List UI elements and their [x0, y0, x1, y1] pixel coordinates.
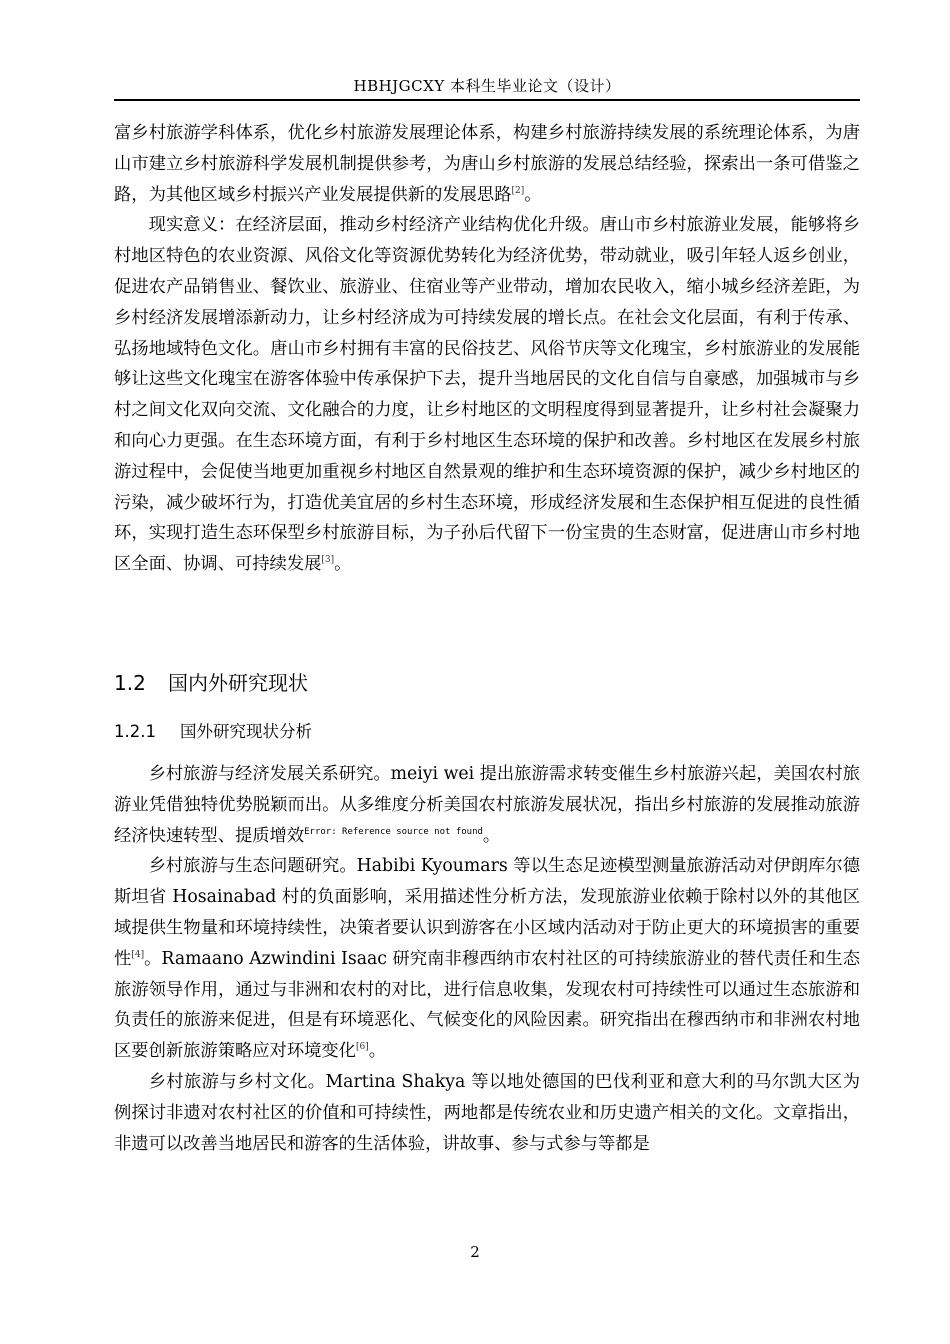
paragraph-text: 乡村旅游与生态问题研究。Habibi Kyoumars 等以生态足迹模型测量旅游活动对伊朗库尔德斯坦省 Hosainabad 村的负面影响，采用描述性分析方法，发现旅游业依赖于除村以外的其他区域提供生物量和环境持续性，决策者要认识到游客在小区域内活动对于防止更大的环境损害的重要性 [114, 856, 860, 969]
foreign-research-body [114, 759, 860, 1159]
subsection-number: 1.2.1 [114, 722, 156, 741]
paragraph-text: 乡村旅游与乡村文化。Martina Shakya 等以地处德国的巴伐利亚和意大利的马尔凯大区为例探讨非遗对农村社区的价值和可持续性，两地都是传统农业和历史遗产相关的文化。文章指出，非遗可以改善当地居民和游客的生活体验，讲故事、参与式参与等都是 [114, 1071, 860, 1154]
subsection-heading [114, 721, 312, 743]
running-header: HBHJGCXY 本科生毕业论文（设计） [353, 77, 621, 95]
citation[interactable]: [2] [511, 185, 525, 196]
paragraph-end: 。 [368, 1041, 386, 1062]
paragraph-text: 乡村旅游与经济发展关系研究。meiyi wei 提出旅游需求转变催生乡村旅游兴起，美国农村旅游业凭借独特优势脱颖而出。从多维度分析美国农村旅游发展状况，指出乡村旅游的发展推动旅游经济快速转型、提质增效 [114, 764, 860, 846]
paragraph-text: 。Ramaano Azwindini Isaac 研究南非穆西纳市农村社区的可持续旅游业的替代责任和生态旅游领导作用，通过与非洲和农村的对比，进行信息收集，发现农村可持续性可以通过生态旅游和负责任的旅游来促进，但是有环境恶化、气候变化的风险因素。研究指出在穆西纳市和非洲农村地区要创新旅游策略应对环境变化 [114, 948, 860, 1062]
section-number: 1.2 [114, 671, 146, 695]
citation[interactable]: [3] [321, 555, 335, 566]
paragraph-end: 。 [482, 825, 501, 846]
intro-body [114, 118, 860, 580]
paragraph-ecology [114, 851, 860, 1067]
paragraph-text: 富乡村旅游学科体系，优化乡村旅游发展理论体系，构建乡村旅游持续发展的系统理论体系，为唐山市建立乡村旅游科学发展机制提供参考，为唐山乡村旅游的发展总结经验，探索出一条可借鉴之路，为其他区域乡村振兴产业发展提供新的发展思路 [114, 123, 860, 205]
paragraph-economy [114, 759, 860, 851]
citation[interactable]: [4] [131, 950, 145, 961]
paragraph-culture [114, 1067, 860, 1159]
paragraph-end: 。 [524, 184, 542, 205]
citation[interactable]: [6] [355, 1042, 369, 1053]
paragraph-text: 现实意义：在经济层面，推动乡村经济产业结构优化升级。唐山市乡村旅游业发展，能够将乡村地区特色的农业资源、风俗文化等资源优势转化为经济优势，带动就业，吸引年轻人返乡创业，促进农产品销售业、餐饮业、旅游业、住宿业等产业带动，增加农民收入，缩小城乡经济差距，为乡村经济发展增添新动力，让乡村经济成为可持续发展的增长点。在社会文化层面，有利于传承、弘扬地域特色文化。唐山市乡村拥有丰富的民俗技艺、风俗节庆等文化瑰宝，乡村旅游业的发展能够让这些文化瑰宝在游客体验中传承保护下去，提升当地居民的文化自信与自豪感，加强城市与乡村之间文化双向交流、文化融合的力度，让乡村地区的文明程度得到显著提升，让乡村社会凝聚力和向心力更强。在生态环境方面，有利于乡村地区生态环境的保护和改善。乡村地区在发展乡村旅游过程中，会促使当地更加重视乡村地区自然景观的维护和生态环境资源的保护，减少乡村地区的污染，减少破坏行为，打造优美宜居的乡村生态环境，形成经济发展和生态保护相互促进的良性循环，实现打造生态环保型乡村旅游目标，为子孙后代留下一份宝贵的生态财富，促进唐山市乡村地区全面、协调、可持续发展 [114, 215, 860, 575]
paragraph-practical-significance [114, 210, 860, 580]
citation-error[interactable]: Error: Reference source not found [304, 826, 483, 837]
subsection-title: 国外研究现状分析 [180, 722, 312, 741]
paragraph-theory-significance [114, 118, 860, 210]
section-title: 国内外研究现状 [168, 671, 308, 695]
paragraph-end: 。 [334, 554, 352, 575]
section-heading [114, 670, 308, 696]
header-rule [114, 99, 860, 101]
page-number: 2 [470, 1243, 480, 1261]
